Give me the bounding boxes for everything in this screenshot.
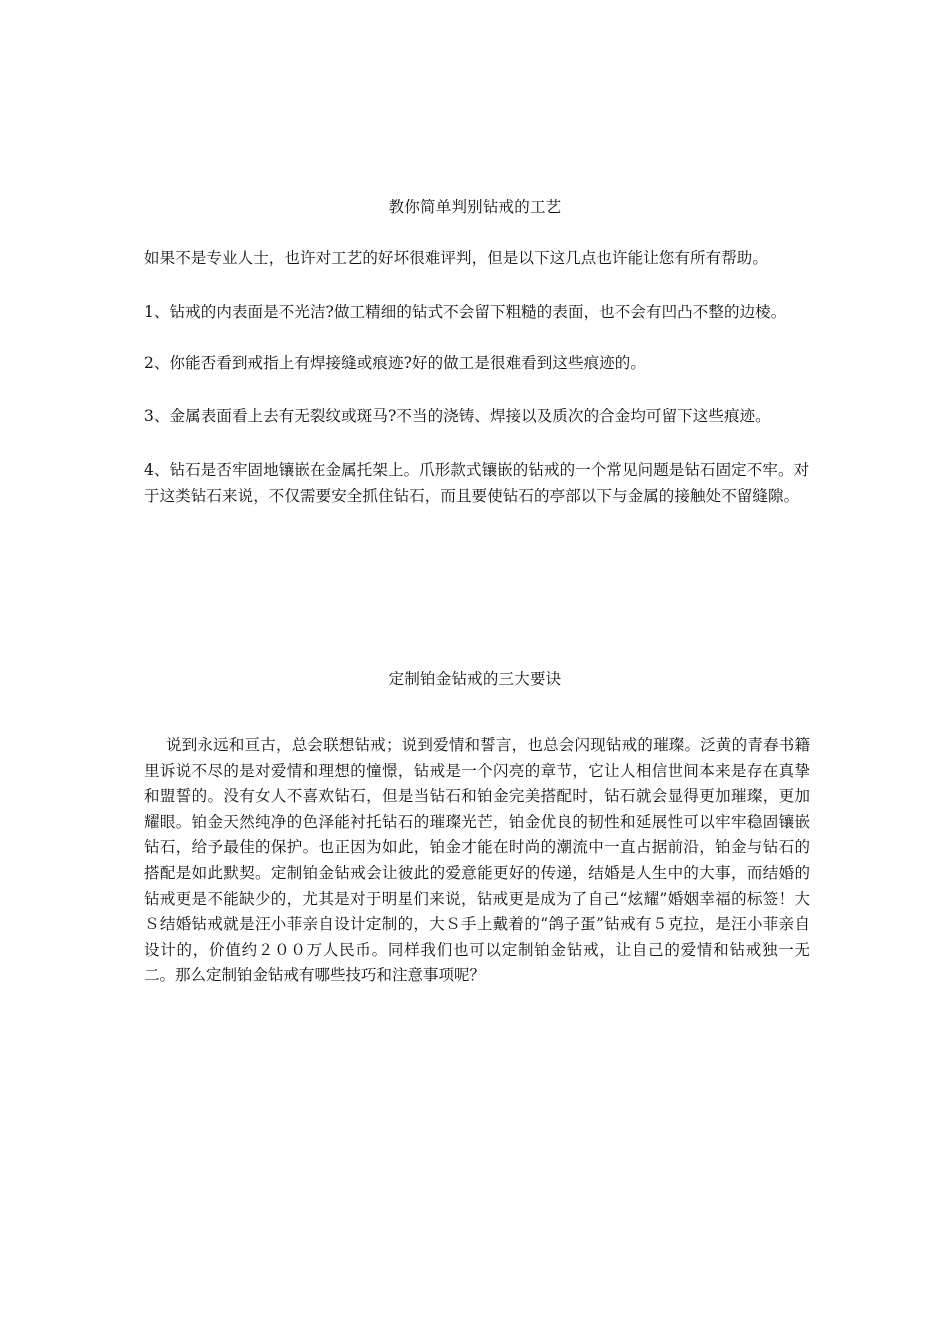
section2-body: 说到永远和亘古，总会联想钻戒；说到爱情和誓言，也总会闪现钻戒的璀璨。泛黄的青春书籍里诉说不尽的是对爱情和理想的憧憬，钻戒是一个闪亮的章节，它让人相信世间本来是存在真挚和盟誓的。没有女人不喜欢钻石，但是当钻石和铂金完美搭配时，钻石就会显得更加璀璨，更加耀眼。铂金天然纯净的色泽能衬托钻石的璀璨光芒，铂金优良的韧性和延展性可以牢牢稳固镶嵌钻石，给予最佳的保护。也正因为如此，铂金才能在时尚的潮流中一直占据前沿，铂金与钻石的搭配是如此默契。定制铂金钻戒会让彼此的爱意能更好的传递，结婚是人生中的大事，而结婚的钻戒更是不能缺少的，尤其是对于明星们来说，钻戒更是成为了自己“炫耀”婚姻幸福的标签！大Ｓ结婚钻戒就是汪小菲亲自设计定制的，大Ｓ手上戴着的“鸽子蛋”钻戒有５克拉，是汪小菲亲自设计的，价值约２００万人民币。同样我们也可以定制铂金钻戒，让自己的爱情和钻戒独一无二。那么定制铂金钻戒有哪些技巧和注意事项呢？ <box>144 736 810 985</box>
point-1: 1、钻戒的内表面是不光洁?做工精细的钻式不会留下粗糙的表面，也不会有凹凸不整的边棱。 <box>144 303 787 321</box>
point-4: 4、钻石是否牢固地镶嵌在金属托架上。爪形款式镶嵌的钻戒的一个常见问题是钻石固定不牢。对于这类钻石来说，不仅需要安全抓住钻石，而且要使钻石的亭部以下与金属的接触处不留缝隙。 <box>144 461 810 505</box>
section1-intro: 如果不是专业人士，也许对工艺的好坏很难评判，但是以下这几点也许能让您有所有帮助。 <box>144 249 769 267</box>
point-3: 3、金属表面看上去有无裂纹或斑马?不当的浇铸、焊接以及质次的合金均可留下这些痕迹。 <box>144 407 771 425</box>
section2-title: 定制铂金钻戒的三大要诀 <box>388 670 562 688</box>
section1-title: 教你简单判别钻戒的工艺 <box>388 198 562 216</box>
point-2: 2、你能否看到戒指上有焊接缝或痕迹?好的做工是很难看到这些痕迹的。 <box>144 354 646 372</box>
